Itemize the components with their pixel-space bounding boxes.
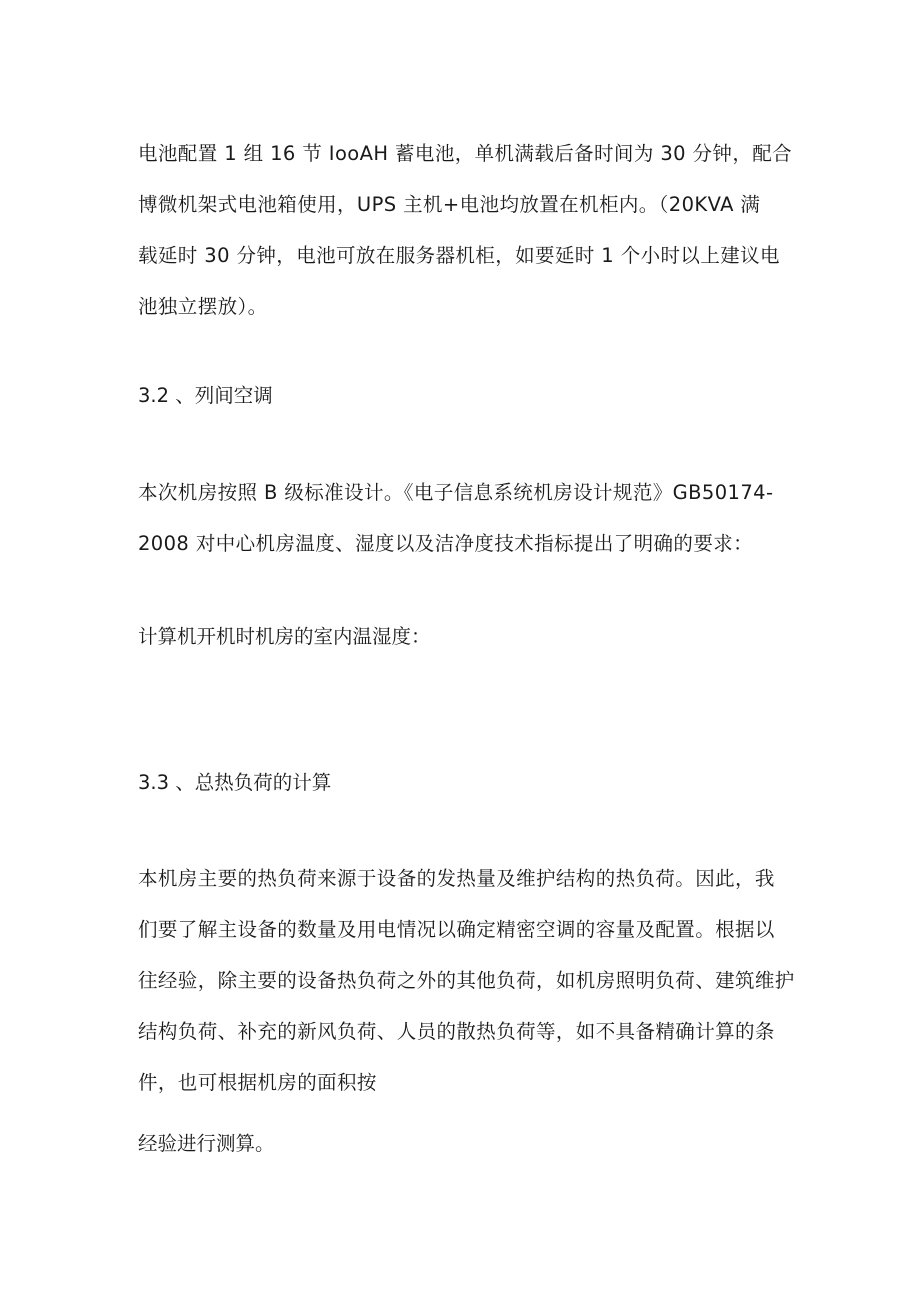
paragraph-room-temperature: 计算机开机时机房的室内温湿度： bbox=[138, 625, 431, 648]
paragraph-line: 结构负荷、补充的新风负荷、人员的散热负荷等，如不具备精确计算的条 bbox=[138, 1020, 775, 1043]
paragraph-line: 们要了解主设备的数量及用电情况以确定精密空调的容量及配置。根据以 bbox=[138, 918, 775, 941]
section-heading-3-3: 3.3 、总热负荷的计算 bbox=[138, 771, 332, 794]
paragraph-line: 载延时 30 分钟，电池可放在服务器机柜，如要延时 1 个小时以上建议电 bbox=[138, 244, 780, 267]
paragraph-heat-load bbox=[138, 853, 798, 1108]
paragraph-line: 件，也可根据机房的面积按 bbox=[138, 1071, 377, 1094]
paragraph-line: 本次机房按照 B 级标准设计。《电子信息系统机房设计规范》GB50174- bbox=[138, 481, 774, 504]
paragraph-estimation: 经验进行测算。 bbox=[138, 1132, 275, 1155]
paragraph-line: 电池配置 1 组 16 节 IooAH 蓄电池，单机满载后备时间为 30 分钟，配合 bbox=[138, 142, 793, 165]
paragraph-design-standard bbox=[138, 467, 798, 569]
paragraph-line: 本机房主要的热负荷来源于设备的发热量及维护结构的热负荷。因此，我 bbox=[138, 867, 775, 890]
paragraph-line: 池独立摆放）。 bbox=[138, 295, 268, 318]
paragraph-ups-battery bbox=[138, 128, 798, 332]
section-heading-3-2: 3.2 、列间空调 bbox=[138, 384, 273, 407]
paragraph-line: 2008 对中心机房温度、湿度以及洁净度技术指标提出了明确的要求： bbox=[138, 532, 754, 555]
paragraph-line: 往经验，除主要的设备热负荷之外的其他负荷，如机房照明负荷、建筑维护 bbox=[138, 969, 795, 992]
paragraph-line: 博微机架式电池箱使用，UPS 主机+电池均放置在机柜内。（20KVA 满 bbox=[138, 193, 761, 216]
